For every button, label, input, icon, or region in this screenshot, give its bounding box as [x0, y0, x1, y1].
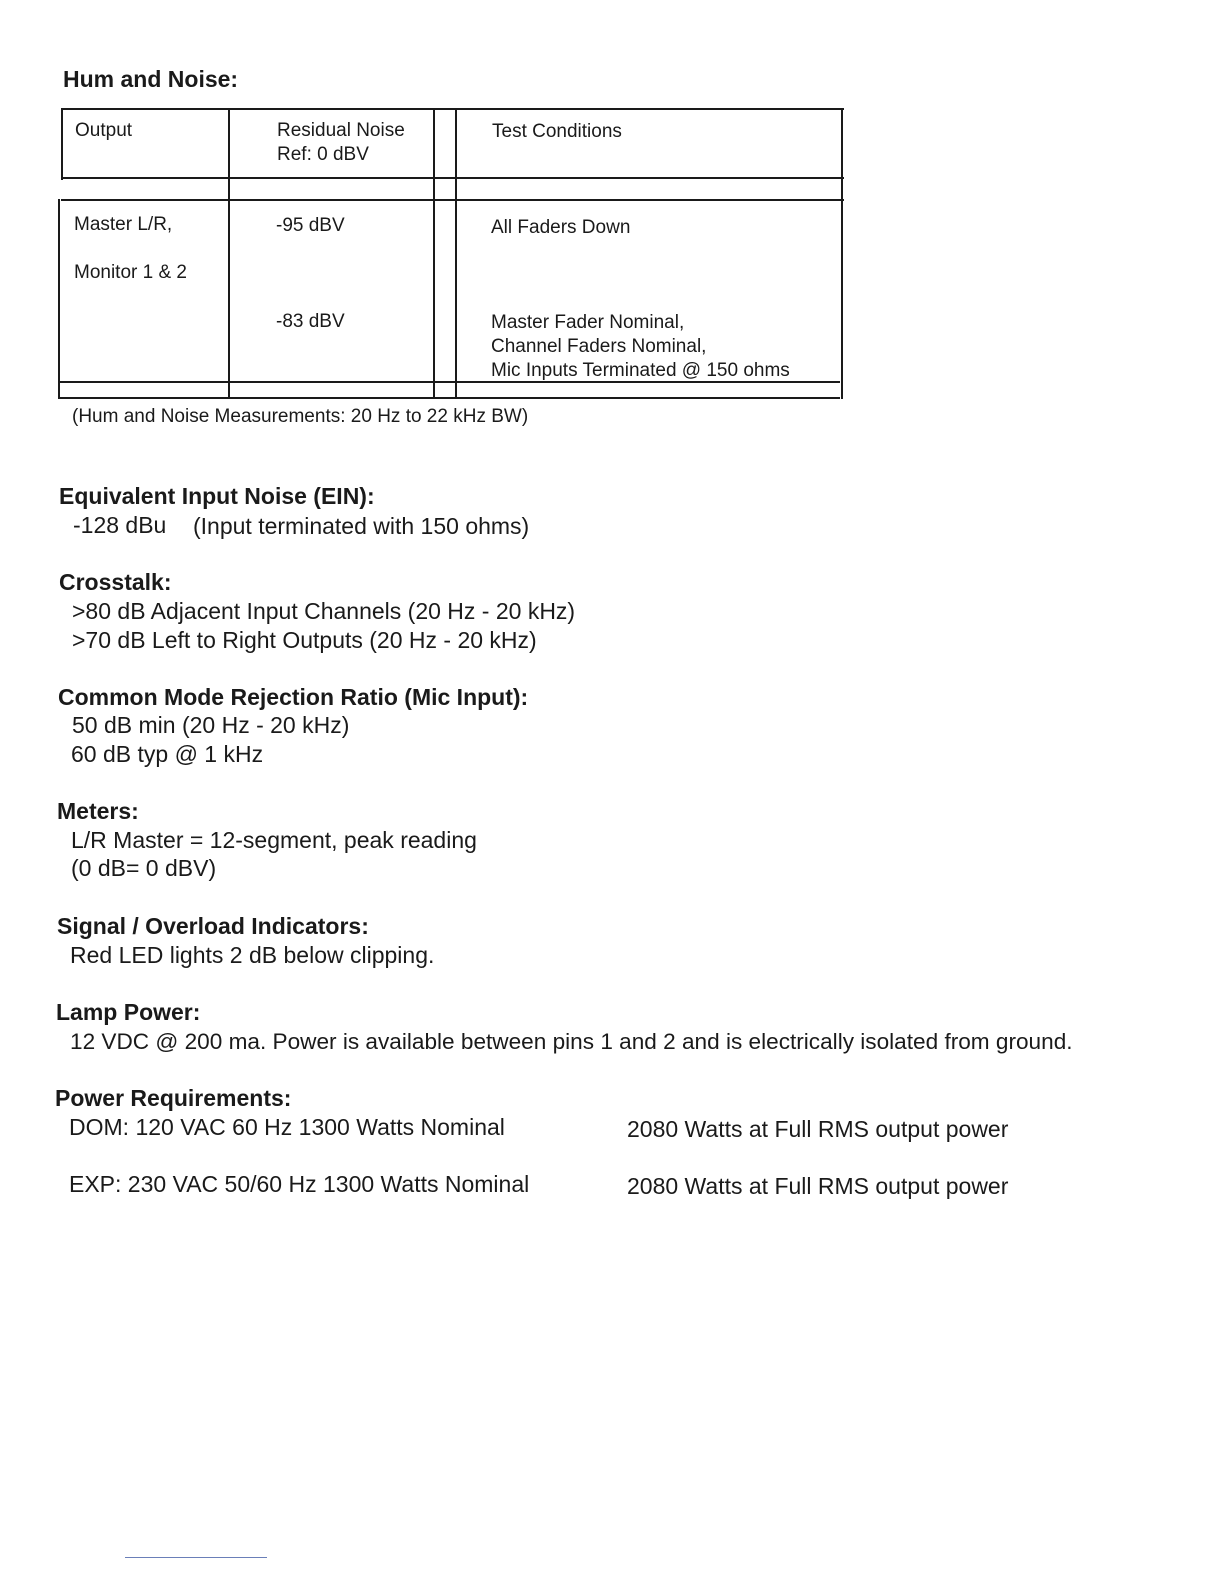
lamp-heading: Lamp Power:	[56, 999, 201, 1025]
power-exp-nominal: EXP: 230 VAC 50/60 Hz 1300 Watts Nominal	[69, 1171, 530, 1197]
cmrr-line-2: 60 dB typ @ 1 kHz	[71, 741, 264, 767]
crosstalk-heading: Crosstalk:	[59, 569, 172, 595]
table-rule-bottom	[58, 397, 840, 399]
crosstalk-line-1: >80 dB Adjacent Input Channels (20 Hz - 20 kHz)	[72, 598, 576, 624]
cell-output-master: Master L/R,	[74, 214, 173, 235]
meters-heading: Meters:	[57, 798, 139, 824]
bottom-rule	[125, 1557, 267, 1558]
meters-line-1: L/R Master = 12-segment, peak reading	[71, 827, 477, 853]
hum-noise-note: (Hum and Noise Measurements: 20 Hz to 22 kHz BW)	[72, 406, 529, 427]
power-dom-nominal: DOM: 120 VAC 60 Hz 1300 Watts Nominal	[69, 1114, 505, 1140]
cell-output-monitor: Monitor 1 & 2	[74, 262, 187, 283]
indicators-heading: Signal / Overload Indicators:	[57, 913, 369, 939]
cell-condition-2b: Channel Faders Nominal,	[491, 336, 707, 357]
cell-condition-1: All Faders Down	[491, 217, 631, 238]
table-border-right	[841, 108, 843, 399]
table-divider-2	[433, 108, 435, 399]
cell-condition-2c: Mic Inputs Terminated @ 150 ohms	[491, 360, 790, 381]
table-rule-top	[61, 108, 844, 110]
ein-condition: (Input terminated with 150 ohms)	[193, 513, 530, 539]
cmrr-heading: Common Mode Rejection Ratio (Mic Input):	[58, 684, 529, 710]
indicators-line-1: Red LED lights 2 dB below clipping.	[70, 942, 435, 968]
meters-line-2: (0 dB= 0 dBV)	[71, 855, 217, 881]
cell-condition-2a: Master Fader Nominal,	[491, 312, 685, 333]
ein-value: -128 dBu	[73, 512, 167, 538]
lamp-line-1: 12 VDC @ 200 ma. Power is available between pins 1 and 2 and is electrically isolated from ground.	[70, 1029, 1073, 1054]
table-divider-1	[228, 108, 230, 399]
cell-noise-2: -83 dBV	[276, 311, 345, 332]
table-border-left-header	[61, 108, 63, 180]
table-rule-header-bottom	[61, 177, 844, 179]
power-dom-full: 2080 Watts at Full RMS output power	[627, 1116, 1009, 1142]
power-heading: Power Requirements:	[55, 1085, 292, 1111]
table-rule-body-top	[61, 199, 844, 201]
cmrr-line-1: 50 dB min (20 Hz - 20 kHz)	[72, 712, 350, 738]
header-test-conditions: Test Conditions	[492, 121, 622, 142]
header-residual-noise: Residual Noise	[277, 120, 405, 141]
header-residual-ref: Ref: 0 dBV	[277, 144, 369, 165]
crosstalk-line-2: >70 dB Left to Right Outputs (20 Hz - 20 kHz)	[72, 627, 537, 653]
power-exp-full: 2080 Watts at Full RMS output power	[627, 1173, 1009, 1199]
header-output: Output	[75, 120, 133, 141]
cell-noise-1: -95 dBV	[276, 215, 345, 236]
table-divider-3	[455, 108, 457, 399]
ein-heading: Equivalent Input Noise (EIN):	[59, 483, 375, 509]
table-border-left-body	[58, 199, 60, 399]
hum-noise-heading: Hum and Noise:	[63, 66, 239, 92]
